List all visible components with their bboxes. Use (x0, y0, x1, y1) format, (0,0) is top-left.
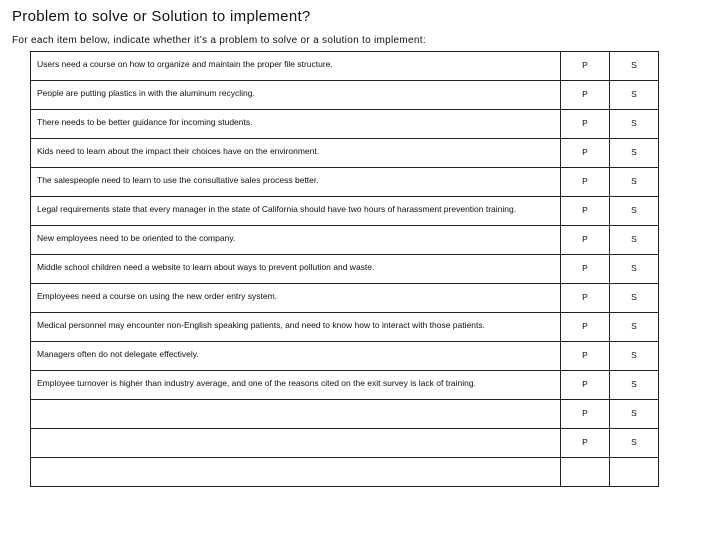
option-problem[interactable]: P (561, 342, 610, 371)
worksheet-table (30, 51, 659, 487)
statement-cell: There needs to be better guidance for incoming students. (31, 110, 561, 139)
table-row (31, 458, 659, 487)
option-solution[interactable]: S (610, 284, 659, 313)
option-solution[interactable]: S (610, 371, 659, 400)
option-problem[interactable]: P (561, 371, 610, 400)
table-row (31, 313, 659, 342)
option-solution[interactable]: S (610, 139, 659, 168)
table-row (31, 197, 659, 226)
table-row (31, 81, 659, 110)
option-solution[interactable]: S (610, 168, 659, 197)
option-problem[interactable]: P (561, 226, 610, 255)
option-problem[interactable]: P (561, 197, 610, 226)
statement-cell: New employees need to be oriented to the company. (31, 226, 561, 255)
statement-cell: Employee turnover is higher than industry average, and one of the reasons cited on the exit survey is lack of training. (31, 371, 561, 400)
statement-cell: Medical personnel may encounter non-English speaking patients, and need to know how to interact with those patients. (31, 313, 561, 342)
statement-cell: Middle school children need a website to learn about ways to prevent pollution and waste. (31, 255, 561, 284)
option-problem[interactable]: P (561, 81, 610, 110)
table-row (31, 226, 659, 255)
option-problem[interactable]: P (561, 313, 610, 342)
table-row (31, 139, 659, 168)
option-problem[interactable]: P (561, 139, 610, 168)
table-row (31, 400, 659, 429)
option-problem[interactable]: P (561, 284, 610, 313)
statement-cell[interactable] (31, 458, 561, 487)
option-problem[interactable]: P (561, 168, 610, 197)
option-solution[interactable]: S (610, 197, 659, 226)
table-row (31, 284, 659, 313)
statement-cell: Managers often do not delegate effectively. (31, 342, 561, 371)
table-row (31, 110, 659, 139)
option-problem[interactable]: P (561, 429, 610, 458)
table-row (31, 168, 659, 197)
table-row (31, 429, 659, 458)
table-row (31, 52, 659, 81)
option-solution[interactable]: S (610, 400, 659, 429)
statement-cell: The salespeople need to learn to use the consultative sales process better. (31, 168, 561, 197)
option-solution[interactable]: S (610, 110, 659, 139)
statement-cell: People are putting plastics in with the aluminum recycling. (31, 81, 561, 110)
option-solution[interactable]: S (610, 81, 659, 110)
option-solution[interactable]: S (610, 313, 659, 342)
statement-cell: Users need a course on how to organize and maintain the proper file structure. (31, 52, 561, 81)
option-problem[interactable]: P (561, 52, 610, 81)
table-row (31, 342, 659, 371)
option-problem[interactable] (561, 458, 610, 487)
option-solution[interactable] (610, 458, 659, 487)
statement-cell: Legal requirements state that every manager in the state of California should have two hours of harassment prevention training. (31, 197, 561, 226)
option-solution[interactable]: S (610, 226, 659, 255)
instructions: For each item below, indicate whether it’s a problem to solve or a solution to implement: (12, 35, 426, 46)
option-problem[interactable]: P (561, 400, 610, 429)
table-row (31, 255, 659, 284)
worksheet-rows (31, 52, 659, 487)
statement-cell[interactable] (31, 429, 561, 458)
table-row (31, 371, 659, 400)
page-title: Problem to solve or Solution to implement? (12, 8, 311, 25)
option-problem[interactable]: P (561, 255, 610, 284)
option-solution[interactable]: S (610, 342, 659, 371)
option-solution[interactable]: S (610, 429, 659, 458)
option-solution[interactable]: S (610, 255, 659, 284)
option-problem[interactable]: P (561, 110, 610, 139)
statement-cell[interactable] (31, 400, 561, 429)
statement-cell: Employees need a course on using the new order entry system. (31, 284, 561, 313)
option-solution[interactable]: S (610, 52, 659, 81)
statement-cell: Kids need to learn about the impact their choices have on the environment. (31, 139, 561, 168)
